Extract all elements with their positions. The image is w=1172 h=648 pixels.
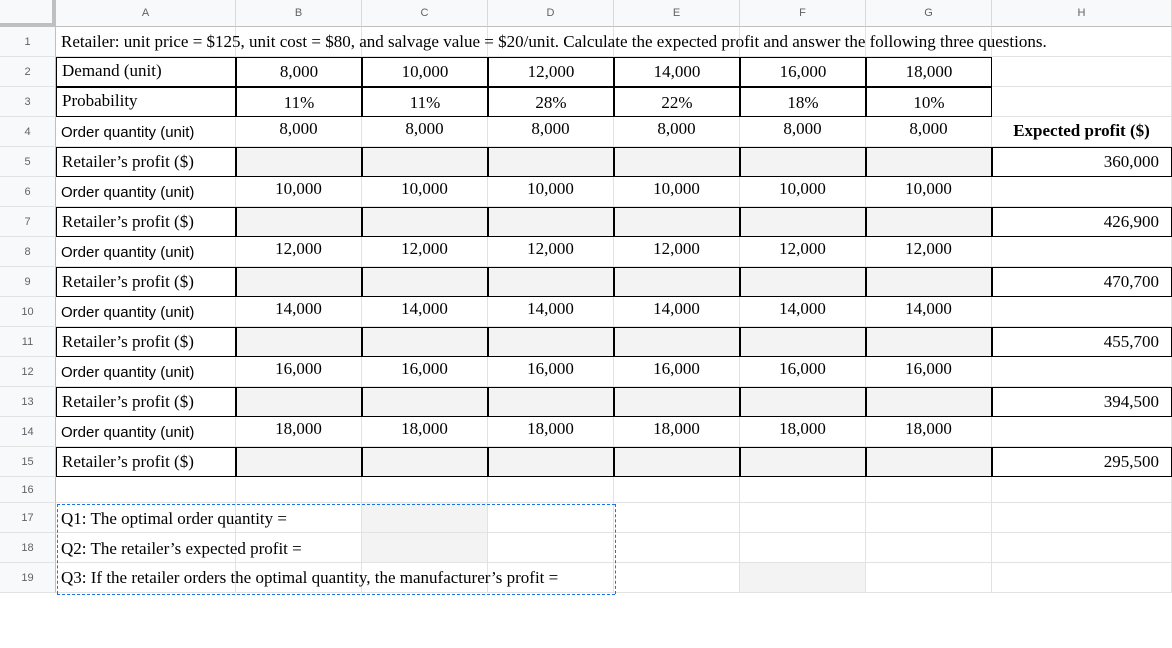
- row-header-2[interactable]: 2: [0, 57, 56, 87]
- probability-value-cell-text: 11%: [409, 93, 441, 112]
- order-quantity-cell[interactable]: [362, 117, 488, 147]
- retailer-profit-input-cell[interactable]: [866, 267, 992, 297]
- order-quantity-cell[interactable]: [362, 177, 488, 207]
- order-quantity-cell-text: 12,000: [401, 239, 448, 258]
- order-quantity-label-text: Order quantity (unit): [61, 124, 195, 141]
- order-quantity-cell-text: 16,000: [527, 359, 574, 378]
- order-quantity-cell-text: 10,000: [401, 179, 448, 198]
- question-2-label[interactable]: [56, 533, 302, 563]
- order-quantity-label-text: Order quantity (unit): [61, 184, 195, 201]
- retailer-profit-input-cell[interactable]: [740, 267, 866, 297]
- row-header-11[interactable]: 11: [0, 327, 56, 357]
- retailer-profit-input-cell[interactable]: [236, 147, 362, 177]
- retailer-profit-input-cell[interactable]: [488, 447, 614, 477]
- demand-value-cell[interactable]: [488, 57, 614, 87]
- order-quantity-label[interactable]: [56, 417, 236, 447]
- order-quantity-cell-text: 14,000: [401, 299, 448, 318]
- retailer-profit-label[interactable]: [56, 327, 236, 357]
- order-quantity-cell[interactable]: [866, 117, 992, 147]
- order-quantity-label-text: Order quantity (unit): [61, 424, 195, 441]
- order-quantity-cell[interactable]: [236, 297, 362, 327]
- probability-value-cell[interactable]: [236, 87, 362, 117]
- retailer-profit-input-cell[interactable]: [866, 447, 992, 477]
- question-2-answer-cell[interactable]: [362, 533, 488, 563]
- retailer-profit-input-cell[interactable]: [488, 207, 614, 237]
- column-header-a[interactable]: A: [56, 0, 236, 27]
- order-quantity-cell-text: 16,000: [779, 359, 826, 378]
- retailer-profit-input-cell[interactable]: [866, 207, 992, 237]
- retailer-profit-input-cell[interactable]: [614, 147, 740, 177]
- probability-value-cell-text: 22%: [661, 93, 693, 112]
- grid-cell-h3[interactable]: [992, 87, 1172, 117]
- grid-cell-e16[interactable]: [614, 477, 740, 503]
- demand-value-cell-text: 18,000: [905, 62, 953, 81]
- retailer-profit-label-text: Retailer’s profit ($): [62, 212, 194, 231]
- expected-profit-value[interactable]: [992, 267, 1172, 297]
- retailer-profit-label[interactable]: [56, 207, 236, 237]
- demand-value-cell-text: 16,000: [779, 62, 827, 81]
- retailer-profit-input-cell[interactable]: [740, 447, 866, 477]
- retailer-profit-input-cell[interactable]: [236, 327, 362, 357]
- order-quantity-cell[interactable]: [614, 237, 740, 267]
- order-quantity-cell[interactable]: [236, 417, 362, 447]
- retailer-profit-label-text: Retailer’s profit ($): [62, 452, 194, 471]
- retailer-profit-input-cell[interactable]: [614, 447, 740, 477]
- probability-label-cell[interactable]: [56, 87, 236, 117]
- selection-border-right: [615, 504, 616, 594]
- row-header-6[interactable]: 6: [0, 177, 56, 207]
- order-quantity-cell-text: 16,000: [653, 359, 700, 378]
- retailer-profit-input-cell[interactable]: [362, 147, 488, 177]
- selection-border-left: [57, 504, 58, 594]
- retailer-profit-input-cell[interactable]: [488, 267, 614, 297]
- order-quantity-cell[interactable]: [866, 297, 992, 327]
- demand-value-cell[interactable]: [362, 57, 488, 87]
- row-header-19[interactable]: 19: [0, 563, 56, 593]
- order-quantity-cell-text: 16,000: [275, 359, 322, 378]
- order-quantity-label[interactable]: [56, 117, 236, 147]
- expected-profit-value-text: 295,500: [1103, 452, 1159, 471]
- row-header-14[interactable]: 14: [0, 417, 56, 447]
- retailer-profit-label[interactable]: [56, 447, 236, 477]
- order-quantity-label[interactable]: [56, 297, 236, 327]
- retailer-profit-input-cell[interactable]: [488, 387, 614, 417]
- order-quantity-label[interactable]: [56, 237, 236, 267]
- grid-cell-h6[interactable]: [992, 177, 1172, 207]
- grid-cell-e17[interactable]: [614, 503, 740, 533]
- row-header-4[interactable]: 4: [0, 117, 56, 147]
- retailer-profit-input-cell[interactable]: [614, 387, 740, 417]
- order-quantity-cell-text: 12,000: [905, 239, 952, 258]
- grid-cell-e19[interactable]: [614, 563, 740, 593]
- order-quantity-cell-text: 12,000: [779, 239, 826, 258]
- grid-cell-h17[interactable]: [992, 503, 1172, 533]
- order-quantity-cell-text: 10,000: [653, 179, 700, 198]
- probability-value-cell[interactable]: [362, 87, 488, 117]
- probability-value-cell[interactable]: [614, 87, 740, 117]
- retailer-profit-label-text: Retailer’s profit ($): [62, 152, 194, 171]
- probability-value-cell-text: 11%: [283, 93, 315, 112]
- probability-value-cell[interactable]: [740, 87, 866, 117]
- grid-cell-c16[interactable]: [362, 477, 488, 503]
- order-quantity-cell-text: 8,000: [279, 119, 318, 138]
- retailer-profit-input-cell[interactable]: [866, 327, 992, 357]
- retailer-profit-label-text: Retailer’s profit ($): [62, 332, 194, 351]
- order-quantity-label-text: Order quantity (unit): [61, 244, 195, 261]
- expected-profit-header-text: Expected profit ($): [1013, 121, 1150, 140]
- order-quantity-cell[interactable]: [362, 297, 488, 327]
- order-quantity-cell[interactable]: [614, 297, 740, 327]
- order-quantity-cell[interactable]: [740, 177, 866, 207]
- expected-profit-value[interactable]: [992, 147, 1172, 177]
- demand-value-cell-text: 12,000: [527, 62, 575, 81]
- row-header-8[interactable]: 8: [0, 237, 56, 267]
- question-3-label-text: Q3: If the retailer orders the optimal quantity, the manufacturer’s profit =: [61, 568, 559, 587]
- row-header-18[interactable]: 18: [0, 533, 56, 563]
- grid-cell-f16[interactable]: [740, 477, 866, 503]
- column-header-f[interactable]: F: [740, 0, 866, 27]
- order-quantity-cell-text: 16,000: [905, 359, 952, 378]
- order-quantity-cell-text: 18,000: [653, 419, 700, 438]
- row-header-17[interactable]: 17: [0, 503, 56, 533]
- demand-value-cell-text: 10,000: [401, 62, 449, 81]
- retailer-profit-input-cell[interactable]: [614, 267, 740, 297]
- retailer-profit-input-cell[interactable]: [362, 447, 488, 477]
- order-quantity-cell[interactable]: [488, 297, 614, 327]
- order-quantity-cell[interactable]: [362, 417, 488, 447]
- order-quantity-cell[interactable]: [866, 417, 992, 447]
- probability-label-cell-text: Probability: [62, 91, 138, 110]
- retailer-profit-label[interactable]: [56, 147, 236, 177]
- question-2-label-text: Q2: The retailer’s expected profit =: [61, 539, 302, 558]
- grid-cell-d16[interactable]: [488, 477, 614, 503]
- order-quantity-cell-text: 18,000: [401, 419, 448, 438]
- order-quantity-cell-text: 14,000: [275, 299, 322, 318]
- order-quantity-cell-text: 18,000: [905, 419, 952, 438]
- probability-value-cell-text: 18%: [787, 93, 819, 112]
- order-quantity-cell-text: 8,000: [909, 119, 948, 138]
- probability-value-cell-text: 10%: [913, 93, 945, 112]
- column-header-e[interactable]: E: [614, 0, 740, 27]
- retailer-profit-input-cell[interactable]: [614, 327, 740, 357]
- question-3-label[interactable]: [56, 563, 559, 593]
- grid-cell-e18[interactable]: [614, 533, 740, 563]
- order-quantity-cell[interactable]: [362, 237, 488, 267]
- row-header-7[interactable]: 7: [0, 207, 56, 237]
- expected-profit-value-text: 455,700: [1103, 332, 1159, 351]
- expected-profit-value[interactable]: [992, 327, 1172, 357]
- order-quantity-label-text: Order quantity (unit): [61, 364, 195, 381]
- order-quantity-cell-text: 8,000: [783, 119, 822, 138]
- grid-cell-h16[interactable]: [992, 477, 1172, 503]
- order-quantity-cell[interactable]: [488, 177, 614, 207]
- grid-cell-g19[interactable]: [866, 563, 992, 593]
- order-quantity-cell-text: 10,000: [779, 179, 826, 198]
- order-quantity-cell-text: 8,000: [531, 119, 570, 138]
- demand-label-cell-text: Demand (unit): [62, 61, 162, 80]
- column-header-c[interactable]: C: [362, 0, 488, 27]
- demand-value-cell[interactable]: [866, 57, 992, 87]
- grid-cell-d17[interactable]: [488, 503, 614, 533]
- row-header-10[interactable]: 10: [0, 297, 56, 327]
- order-quantity-cell-text: 12,000: [653, 239, 700, 258]
- order-quantity-cell-text: 16,000: [401, 359, 448, 378]
- order-quantity-cell[interactable]: [740, 417, 866, 447]
- column-header-d[interactable]: D: [488, 0, 614, 27]
- row-header-13[interactable]: 13: [0, 387, 56, 417]
- order-quantity-cell[interactable]: [488, 117, 614, 147]
- expected-profit-value[interactable]: [992, 387, 1172, 417]
- grid-cell-g16[interactable]: [866, 477, 992, 503]
- expected-profit-value-text: 394,500: [1103, 392, 1159, 411]
- order-quantity-cell[interactable]: [236, 357, 362, 387]
- column-header-h[interactable]: H: [992, 0, 1172, 27]
- order-quantity-cell[interactable]: [614, 117, 740, 147]
- retailer-profit-label[interactable]: [56, 387, 236, 417]
- order-quantity-cell[interactable]: [488, 237, 614, 267]
- retailer-profit-input-cell[interactable]: [236, 267, 362, 297]
- row-header-16[interactable]: 16: [0, 477, 56, 503]
- row-header-5[interactable]: 5: [0, 147, 56, 177]
- expected-profit-value-text: 426,900: [1103, 212, 1159, 231]
- retailer-profit-input-cell[interactable]: [740, 387, 866, 417]
- order-quantity-cell-text: 18,000: [275, 419, 322, 438]
- probability-value-cell[interactable]: [488, 87, 614, 117]
- grid-cell-g17[interactable]: [866, 503, 992, 533]
- grid-cell-b16[interactable]: [236, 477, 362, 503]
- retailer-profit-input-cell[interactable]: [362, 327, 488, 357]
- order-quantity-cell-text: 8,000: [657, 119, 696, 138]
- title-cell-text: Retailer: unit price = $125, unit cost = $80, and salvage value = $20/unit. Calculate the expected profit and answer the following three questions.: [61, 32, 1047, 51]
- order-quantity-cell[interactable]: [488, 417, 614, 447]
- expected-profit-value-text: 470,700: [1103, 272, 1159, 291]
- retailer-profit-input-cell[interactable]: [740, 147, 866, 177]
- column-header-b[interactable]: B: [236, 0, 362, 27]
- order-quantity-cell-text: 12,000: [527, 239, 574, 258]
- question-1-label[interactable]: [56, 503, 287, 533]
- title-cell[interactable]: [56, 27, 1172, 57]
- retailer-profit-input-cell[interactable]: [362, 207, 488, 237]
- order-quantity-label-text: Order quantity (unit): [61, 304, 195, 321]
- retailer-profit-input-cell[interactable]: [362, 267, 488, 297]
- retailer-profit-label-text: Retailer’s profit ($): [62, 272, 194, 291]
- order-quantity-cell-text: 18,000: [527, 419, 574, 438]
- grid-cell-h18[interactable]: [992, 533, 1172, 563]
- retailer-profit-input-cell[interactable]: [866, 387, 992, 417]
- retailer-profit-input-cell[interactable]: [488, 327, 614, 357]
- grid-cell-g18[interactable]: [866, 533, 992, 563]
- order-quantity-cell-text: 10,000: [527, 179, 574, 198]
- order-quantity-cell-text: 14,000: [653, 299, 700, 318]
- order-quantity-cell[interactable]: [236, 177, 362, 207]
- demand-value-cell[interactable]: [236, 57, 362, 87]
- order-quantity-cell[interactable]: [866, 237, 992, 267]
- retailer-profit-input-cell[interactable]: [866, 147, 992, 177]
- retailer-profit-input-cell[interactable]: [740, 207, 866, 237]
- question-3-answer-cell[interactable]: [740, 563, 866, 593]
- order-quantity-cell[interactable]: [614, 357, 740, 387]
- demand-value-cell[interactable]: [740, 57, 866, 87]
- retailer-profit-label-text: Retailer’s profit ($): [62, 392, 194, 411]
- order-quantity-cell[interactable]: [740, 117, 866, 147]
- order-quantity-cell[interactable]: [740, 357, 866, 387]
- demand-value-cell[interactable]: [614, 57, 740, 87]
- order-quantity-cell-text: 14,000: [905, 299, 952, 318]
- expected-profit-value[interactable]: [992, 207, 1172, 237]
- grid-cell-a16[interactable]: [56, 477, 236, 503]
- grid-cell-f18[interactable]: [740, 533, 866, 563]
- retailer-profit-input-cell[interactable]: [236, 387, 362, 417]
- order-quantity-cell-text: 14,000: [527, 299, 574, 318]
- retailer-profit-input-cell[interactable]: [236, 207, 362, 237]
- order-quantity-cell[interactable]: [236, 237, 362, 267]
- order-quantity-cell[interactable]: [236, 117, 362, 147]
- order-quantity-cell[interactable]: [740, 237, 866, 267]
- grid-cell-f17[interactable]: [740, 503, 866, 533]
- retailer-profit-input-cell[interactable]: [488, 147, 614, 177]
- column-header-g[interactable]: G: [866, 0, 992, 27]
- probability-value-cell[interactable]: [866, 87, 992, 117]
- selection-border-top: [57, 504, 615, 505]
- selection-border-bottom: [57, 594, 615, 595]
- row-header-9[interactable]: 9: [0, 267, 56, 297]
- grid-cell-h10[interactable]: [992, 297, 1172, 327]
- row-header-3[interactable]: 3: [0, 87, 56, 117]
- grid-cell-h8[interactable]: [992, 237, 1172, 267]
- retailer-profit-input-cell[interactable]: [236, 447, 362, 477]
- order-quantity-cell[interactable]: [614, 177, 740, 207]
- row-header-15[interactable]: 15: [0, 447, 56, 477]
- retailer-profit-label[interactable]: [56, 267, 236, 297]
- retailer-profit-input-cell[interactable]: [740, 327, 866, 357]
- expected-profit-header[interactable]: [992, 117, 1172, 147]
- order-quantity-cell[interactable]: [488, 357, 614, 387]
- demand-label-cell[interactable]: [56, 57, 236, 87]
- row-header-12[interactable]: 12: [0, 357, 56, 387]
- order-quantity-cell-text: 10,000: [905, 179, 952, 198]
- order-quantity-cell[interactable]: [614, 417, 740, 447]
- question-1-answer-cell[interactable]: [362, 503, 488, 533]
- grid-cell-h19[interactable]: [992, 563, 1172, 593]
- order-quantity-cell-text: 14,000: [779, 299, 826, 318]
- grid-cell-d18[interactable]: [488, 533, 614, 563]
- grid-cell-h2[interactable]: [992, 57, 1172, 87]
- grid-cell-h14[interactable]: [992, 417, 1172, 447]
- order-quantity-cell-text: 8,000: [405, 119, 444, 138]
- probability-value-cell-text: 28%: [535, 93, 567, 112]
- order-quantity-label[interactable]: [56, 357, 236, 387]
- question-1-label-text: Q1: The optimal order quantity =: [61, 509, 287, 528]
- order-quantity-cell-text: 10,000: [275, 179, 322, 198]
- expected-profit-value-text: 360,000: [1103, 152, 1159, 171]
- retailer-profit-input-cell[interactable]: [614, 207, 740, 237]
- order-quantity-cell[interactable]: [362, 357, 488, 387]
- order-quantity-label[interactable]: [56, 177, 236, 207]
- grid-cell-h12[interactable]: [992, 357, 1172, 387]
- order-quantity-cell-text: 12,000: [275, 239, 322, 258]
- order-quantity-cell[interactable]: [740, 297, 866, 327]
- order-quantity-cell[interactable]: [866, 177, 992, 207]
- demand-value-cell-text: 8,000: [279, 62, 319, 81]
- order-quantity-cell[interactable]: [866, 357, 992, 387]
- order-quantity-cell-text: 18,000: [779, 419, 826, 438]
- row-header-1[interactable]: 1: [0, 27, 56, 57]
- retailer-profit-input-cell[interactable]: [362, 387, 488, 417]
- demand-value-cell-text: 14,000: [653, 62, 701, 81]
- expected-profit-value[interactable]: [992, 447, 1172, 477]
- select-all-corner[interactable]: [0, 0, 56, 27]
